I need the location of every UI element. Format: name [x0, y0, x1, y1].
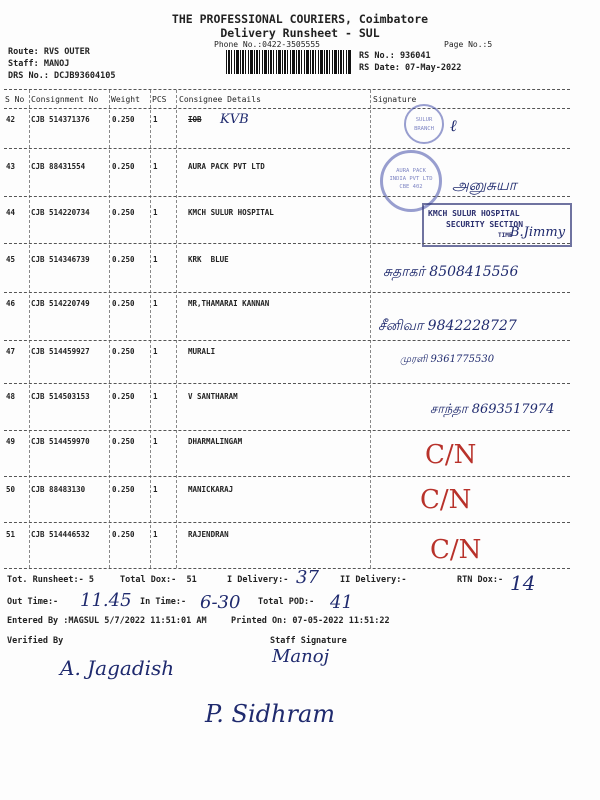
row-rule	[4, 383, 570, 384]
verified-by-signature: A. Jagadish	[60, 656, 175, 680]
row-signature: சீனிவா 9842228727	[378, 318, 517, 334]
row-consignee: V SANTHARAM	[188, 392, 238, 401]
company-title: THE PROFESSIONAL COURIERS, Coimbatore	[171, 12, 429, 26]
col-consignment: Consignment No	[31, 95, 99, 104]
row-consignment: CJB 514346739	[31, 255, 90, 264]
printed-on: Printed On: 07-05-2022 11:51:22	[231, 616, 390, 626]
total-pod-label: Total POD:-	[258, 597, 315, 607]
row-signature: C/N	[430, 535, 482, 565]
col-consignee: Consignee Details	[179, 95, 261, 104]
out-time-value: 11.45	[80, 590, 132, 611]
row-rule	[4, 148, 570, 149]
row-sno: 48	[6, 392, 16, 401]
row-pcs: 1	[153, 162, 158, 171]
row-signature: C/N	[420, 485, 472, 515]
row-pcs: 1	[153, 208, 158, 217]
bottom-signature: P. Sidhram	[205, 700, 336, 728]
col-sno: S No	[5, 95, 25, 104]
row-weight: 0.250	[112, 530, 135, 539]
row-weight: 0.250	[112, 115, 135, 124]
row-consignee: MURALI	[188, 347, 216, 356]
staff-name: Staff: MANOJ	[8, 59, 70, 69]
handwritten-correction: KVB	[220, 112, 249, 127]
row-consignee: KMCH SULUR HOSPITAL	[188, 208, 274, 217]
row-sno: 45	[6, 255, 16, 264]
row-weight: 0.250	[112, 255, 135, 264]
row-pcs: 1	[153, 255, 158, 264]
col-divider	[29, 90, 30, 568]
table-bottom-rule	[4, 568, 570, 569]
row-signature: அனுசுயா	[452, 176, 517, 194]
col-divider	[370, 90, 371, 568]
row-rule	[4, 292, 570, 293]
row-consignment: CJB 514503153	[31, 392, 90, 401]
col-weight: Weight	[111, 95, 140, 104]
row-sno: 46	[6, 299, 16, 308]
row-rule	[4, 243, 570, 244]
drs-number: DRS No.: DCJB93604105	[8, 71, 116, 81]
row-sno: 49	[6, 437, 16, 446]
rs-date: RS Date: 07-May-2022	[359, 63, 462, 73]
total-dox: Total Dox:- 51	[120, 575, 197, 585]
row-consignment: CJB 514459927	[31, 347, 90, 356]
rtn-dox-label: RTN Dox:-	[457, 575, 504, 585]
rtn-dox-value: 14	[510, 571, 536, 595]
route: Route: RVS OUTER	[8, 47, 90, 57]
col-divider	[150, 90, 151, 568]
row-rule	[4, 522, 570, 523]
row-sno: 43	[6, 162, 16, 171]
row-sno: 44	[6, 208, 16, 217]
row-pcs: 1	[153, 485, 158, 494]
row-weight: 0.250	[112, 347, 135, 356]
row-sno: 50	[6, 485, 16, 494]
row-signature: B.Jimmy	[510, 225, 566, 240]
row-rule	[4, 340, 570, 341]
page-number: Page No.:5	[444, 40, 493, 49]
i-delivery-label: I Delivery:-	[227, 575, 289, 585]
total-pod-value: 41	[330, 592, 353, 613]
phone-number: Phone No.:0422-3505555	[214, 40, 320, 49]
row-rule	[4, 476, 570, 477]
row-consignment: CJB 88483130	[31, 485, 86, 494]
row-signature: சாந்தா 8693517974	[430, 402, 555, 417]
total-runsheet: Tot. Runsheet:- 5	[7, 575, 94, 585]
row-consignee: MANICKARAJ	[188, 485, 234, 494]
row-consignment: CJB 514220749	[31, 299, 90, 308]
row-signature: ℓ	[450, 116, 457, 135]
row-pcs: 1	[153, 299, 158, 308]
row-consignee: MR,THAMARAI KANNAN	[188, 299, 270, 308]
row-rule	[4, 430, 570, 431]
table-top-rule	[4, 89, 570, 90]
sulur-branch-stamp: SULUR BRANCH	[404, 104, 444, 144]
entered-by: Entered By :MAGSUL 5/7/2022 11:51:01 AM	[7, 616, 207, 626]
col-signature: Signature	[373, 95, 417, 104]
col-divider	[109, 90, 110, 568]
row-weight: 0.250	[112, 437, 135, 446]
stamp-line: TIME	[498, 232, 513, 239]
row-consignee: AURA PACK PVT LTD	[188, 162, 265, 171]
row-consignment: CJB 88431554	[31, 162, 86, 171]
row-weight: 0.250	[112, 208, 135, 217]
row-consignment: CJB 514446532	[31, 530, 90, 539]
verified-by-label: Verified By	[7, 636, 64, 646]
document-title: Delivery Runsheet - SUL	[220, 26, 380, 40]
rs-number: RS No.: 936041	[359, 51, 431, 61]
out-time-label: Out Time:-	[7, 597, 59, 607]
row-weight: 0.250	[112, 485, 135, 494]
col-divider	[176, 90, 177, 568]
row-pcs: 1	[153, 115, 158, 124]
in-time-value: 6-30	[200, 592, 241, 613]
row-consignee: RAJENDRAN	[188, 530, 229, 539]
row-consignment: CJB 514371376	[31, 115, 90, 124]
row-pcs: 1	[153, 392, 158, 401]
row-pcs: 1	[153, 437, 158, 446]
ii-delivery-label: II Delivery:-	[340, 575, 407, 585]
row-weight: 0.250	[112, 162, 135, 171]
table-header-rule	[4, 108, 570, 109]
row-consignee: KRK BLUE	[188, 255, 229, 264]
row-signature: சுதாகர் 8508415556	[383, 264, 519, 280]
row-sno: 47	[6, 347, 16, 356]
aura-pack-stamp: AURA PACK INDIA PVT LTD CBE 402	[380, 150, 442, 212]
row-pcs: 1	[153, 347, 158, 356]
staff-signature-label: Staff Signature	[270, 636, 347, 646]
row-consignee: IOB	[188, 115, 202, 124]
in-time-label: In Time:-	[140, 597, 187, 607]
stamp-line: KMCH SULUR HOSPITAL	[428, 209, 520, 218]
row-pcs: 1	[153, 530, 158, 539]
col-pcs: PCS	[152, 95, 167, 104]
i-delivery-value: 37	[296, 567, 319, 588]
row-sno: 42	[6, 115, 16, 124]
row-consignee: DHARMALINGAM	[188, 437, 243, 446]
staff-signature: Manoj	[272, 646, 330, 667]
row-sno: 51	[6, 530, 16, 539]
row-signature: C/N	[425, 440, 477, 470]
row-signature: முரளி 9361775530	[400, 354, 495, 365]
row-weight: 0.250	[112, 299, 135, 308]
row-rule	[4, 196, 570, 197]
barcode	[226, 50, 352, 74]
row-consignment: CJB 514220734	[31, 208, 90, 217]
row-consignment: CJB 514459970	[31, 437, 90, 446]
stamp-line: SECURITY SECTION	[446, 220, 524, 229]
row-weight: 0.250	[112, 392, 135, 401]
